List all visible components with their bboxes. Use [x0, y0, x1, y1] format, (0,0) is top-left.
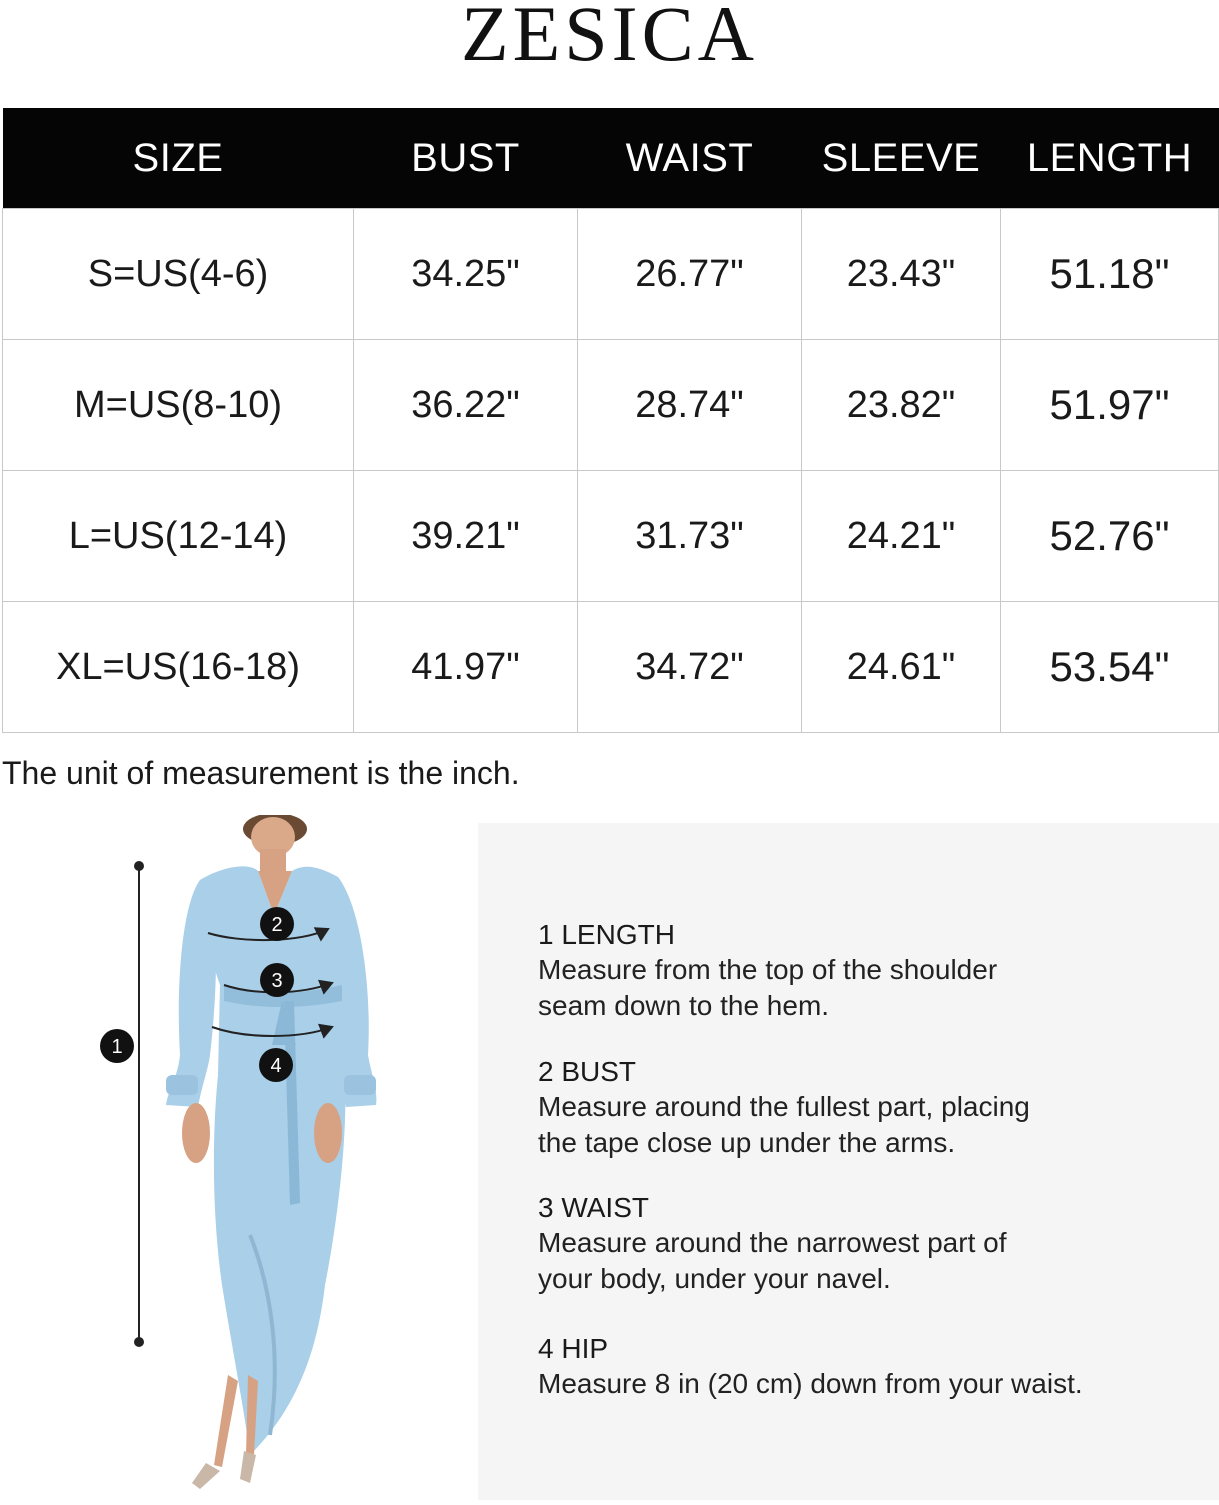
- header-length: LENGTH: [1001, 108, 1219, 209]
- size-cell: L=US(12-14): [3, 471, 354, 602]
- sleeve-cell: 23.43": [802, 209, 1001, 340]
- guide-text-line: your body, under your navel.: [538, 1263, 891, 1294]
- guide-title: 4 HIP: [538, 1333, 609, 1364]
- marker-4: [259, 1048, 293, 1082]
- sleeve-cell: 23.82": [802, 340, 1001, 471]
- unit-note: The unit of measurement is the inch.: [2, 755, 520, 791]
- marker-3: [260, 963, 294, 997]
- guide-title: 3 WAIST: [538, 1192, 649, 1223]
- table-row: [3, 602, 1219, 733]
- right-hand: [314, 1103, 342, 1163]
- table-row: [3, 340, 1219, 471]
- waist-cell: 26.77": [578, 209, 802, 340]
- length-cell: 51.18": [1001, 209, 1219, 340]
- size-cell: M=US(8-10): [3, 340, 354, 471]
- length-line-bottom-dot: [134, 1337, 144, 1347]
- left-shoe: [192, 1463, 220, 1489]
- right-shoe: [240, 1451, 256, 1483]
- left-leg: [214, 1375, 238, 1467]
- left-cuff: [166, 1075, 198, 1095]
- header-sleeve: SLEEVE: [802, 108, 1001, 209]
- size-cell: XL=US(16-18): [3, 602, 354, 733]
- marker-1-label: 1: [111, 1036, 123, 1058]
- guide-text-line: Measure from the top of the shoulder: [538, 954, 998, 985]
- guide-title: 1 LENGTH: [538, 919, 675, 950]
- size-cell: S=US(4-6): [3, 209, 354, 340]
- dress-illustration: [0, 815, 470, 1500]
- header-bust: BUST: [354, 108, 578, 209]
- guide-text-line: the tape close up under the arms.: [538, 1127, 956, 1158]
- brand-logo: ZESICA: [461, 0, 758, 77]
- guide-bust: [538, 1055, 1030, 1161]
- marker-1: [100, 1029, 134, 1063]
- waist-cell: 31.73": [578, 471, 802, 602]
- waist-cell: 34.72": [578, 602, 802, 733]
- size-chart-table: [2, 108, 1219, 733]
- length-cell: 53.54": [1001, 602, 1219, 733]
- marker-2-label: 2: [271, 914, 283, 936]
- bust-cell: 34.25": [354, 209, 578, 340]
- guide-waist: [538, 1191, 1006, 1297]
- neck-shape: [260, 849, 286, 873]
- bust-cell: 41.97": [354, 602, 578, 733]
- bust-cell: 39.21": [354, 471, 578, 602]
- guide-text-line: seam down to the hem.: [538, 990, 830, 1021]
- guide-text-line: Measure 8 in (20 cm) down from your waist.: [538, 1368, 1083, 1399]
- guide-text-line: Measure around the narrowest part of: [538, 1227, 1007, 1258]
- left-sleeve: [166, 880, 216, 1107]
- length-cell: 52.76": [1001, 471, 1219, 602]
- waist-cell: 28.74": [578, 340, 802, 471]
- sleeve-cell: 24.21": [802, 471, 1001, 602]
- guide-title: 2 BUST: [538, 1056, 637, 1087]
- length-line-top-dot: [134, 861, 144, 871]
- guide-text-line: Measure around the fullest part, placing: [538, 1091, 1030, 1122]
- marker-4-label: 4: [270, 1055, 282, 1077]
- guide-hip: [538, 1332, 1083, 1402]
- marker-2: [260, 907, 294, 941]
- table-header-row: [3, 108, 1219, 209]
- table-row: [3, 209, 1219, 340]
- marker-3-label: 3: [271, 970, 283, 992]
- dress-figure: [0, 815, 470, 1500]
- right-cuff: [344, 1075, 376, 1095]
- header-waist: WAIST: [578, 108, 802, 209]
- length-cell: 51.97": [1001, 340, 1219, 471]
- left-hand: [182, 1103, 210, 1163]
- header-size: SIZE: [3, 108, 354, 209]
- table-row: [3, 471, 1219, 602]
- sleeve-cell: 24.61": [802, 602, 1001, 733]
- guide-length: [538, 918, 997, 1024]
- bust-cell: 36.22": [354, 340, 578, 471]
